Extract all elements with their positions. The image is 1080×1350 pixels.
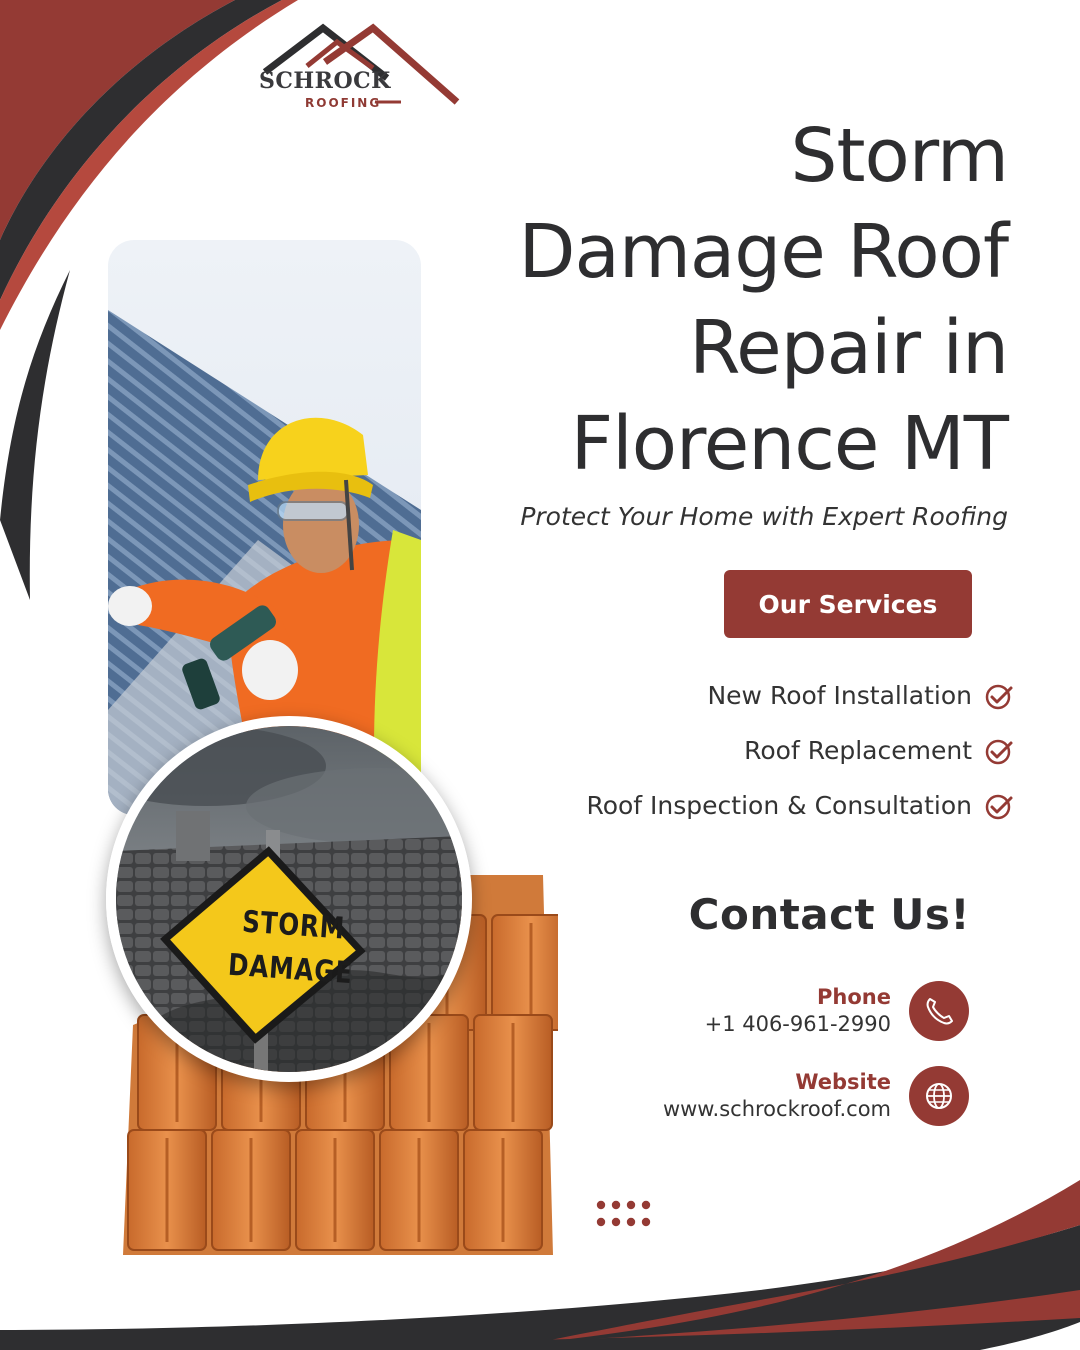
service-label: New Roof Installation	[707, 681, 972, 710]
phone-number[interactable]: +1 406-961-2990	[704, 1012, 891, 1036]
globe-icon	[909, 1066, 969, 1126]
sign-line-2: DAMAGE	[226, 947, 355, 992]
website-link[interactable]: www.schrockroof.com	[662, 1097, 891, 1121]
list-item	[452, 786, 972, 841]
logo-tagline: ROOFING	[305, 96, 382, 110]
phone-label: Phone	[817, 985, 891, 1009]
check-icon	[984, 682, 1014, 712]
website-label: Website	[795, 1070, 891, 1094]
subtitle: Protect Your Home with Expert Roofing	[520, 502, 1008, 531]
list-item	[452, 676, 972, 731]
title-line-1: Storm	[790, 113, 1008, 199]
check-icon	[984, 737, 1014, 767]
website-button[interactable]	[909, 1066, 969, 1126]
storm-damage-sign	[215, 899, 368, 997]
our-services-button[interactable]: Our Services	[724, 570, 972, 638]
title-line-2: Damage Roof	[518, 209, 1008, 295]
brand-logo	[255, 22, 465, 110]
contact-title: Contact Us!	[688, 890, 970, 939]
phone-icon	[909, 981, 969, 1041]
decorative-dots	[596, 1200, 656, 1230]
service-label: Roof Inspection & Consultation	[586, 791, 972, 820]
page-title	[388, 108, 1008, 492]
storm-damage-photo	[106, 716, 472, 1082]
check-icon	[984, 792, 1014, 822]
list-item	[452, 731, 972, 786]
services-list	[452, 676, 972, 841]
sign-line-1: STORM	[241, 904, 347, 947]
phone-button[interactable]	[909, 981, 969, 1041]
title-line-4: Florence MT	[570, 401, 1008, 487]
logo-wordmark: SCHROCK	[259, 68, 391, 94]
title-line-3: Repair in	[689, 305, 1008, 391]
service-label: Roof Replacement	[744, 736, 972, 765]
